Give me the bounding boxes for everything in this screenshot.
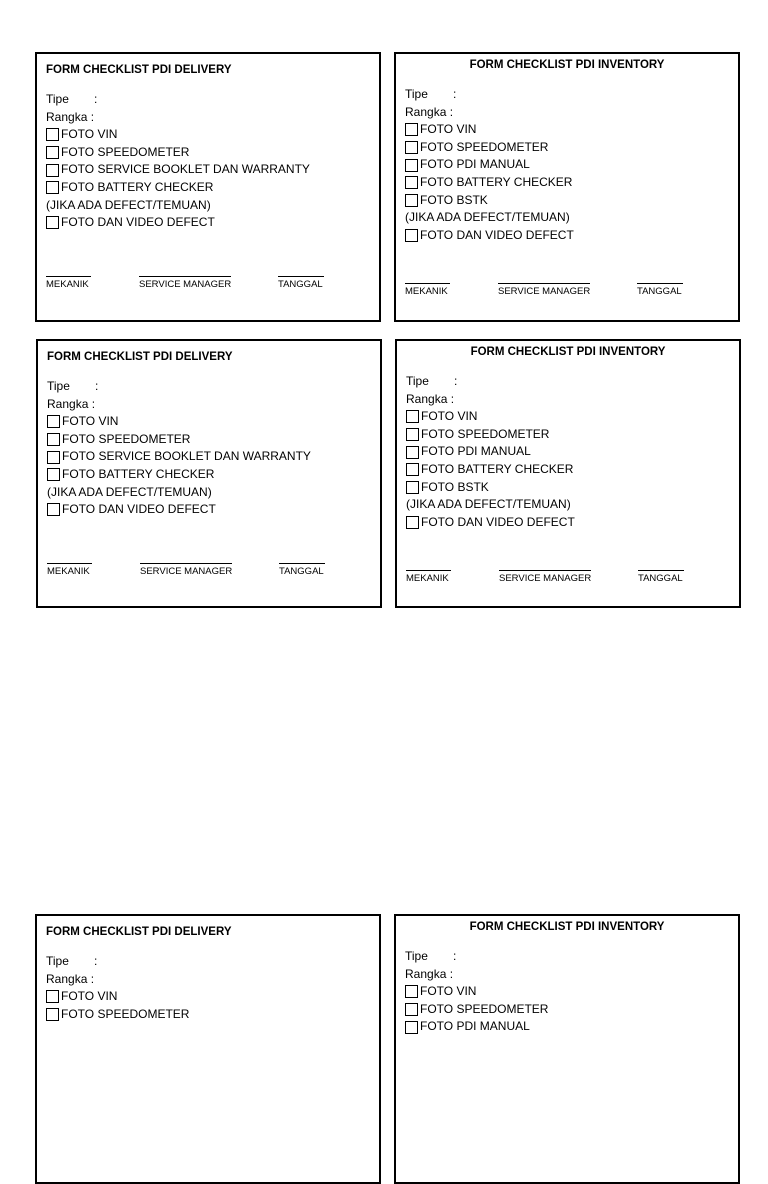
- checklist-label: FOTO DAN VIDEO DEFECT: [62, 502, 216, 517]
- checkbox[interactable]: [405, 159, 418, 172]
- tipe-colon: :: [94, 954, 98, 968]
- signature-tanggal[interactable]: [637, 283, 683, 297]
- form-fields: [46, 91, 310, 232]
- checkbox[interactable]: [46, 181, 59, 194]
- signature-line: [499, 570, 591, 571]
- checklist-item-defect[interactable]: [46, 214, 310, 232]
- checkbox[interactable]: [405, 194, 418, 207]
- checkbox[interactable]: [406, 516, 419, 529]
- checklist-item-defect[interactable]: [47, 501, 311, 519]
- signature-service-manager[interactable]: [499, 570, 591, 584]
- delivery-form-2: [36, 339, 382, 608]
- signature-caption: TANGGAL: [278, 279, 323, 290]
- checkbox[interactable]: [47, 503, 60, 516]
- tipe-row: [47, 378, 311, 396]
- signature-caption: MEKANIK: [46, 279, 89, 290]
- checklist-label: FOTO BATTERY CHECKER: [421, 461, 574, 476]
- checklist-item-battery-checker[interactable]: [46, 179, 310, 197]
- signature-row: [405, 283, 724, 309]
- defect-note: [405, 209, 574, 227]
- form-title: FORM CHECKLIST PDI INVENTORY: [469, 59, 665, 71]
- checklist-item-bstk[interactable]: [406, 479, 575, 497]
- tipe-colon: :: [94, 92, 98, 106]
- signature-row: [406, 570, 725, 596]
- inventory-form-2: [395, 339, 741, 608]
- defect-note-text: (JIKA ADA DEFECT/TEMUAN): [47, 484, 212, 499]
- signature-caption: TANGGAL: [279, 566, 324, 577]
- rangka-row: [406, 391, 575, 409]
- checklist-label: FOTO VIN: [61, 127, 118, 142]
- defect-note: [47, 484, 311, 502]
- signature-mekanik[interactable]: [47, 563, 92, 577]
- signature-service-manager[interactable]: [498, 283, 590, 297]
- signature-row: [47, 563, 366, 589]
- checklist-item-pdi-manual[interactable]: [405, 1018, 548, 1036]
- checklist-item-vin[interactable]: [405, 121, 574, 139]
- rangka-row: [46, 109, 310, 127]
- checkbox[interactable]: [406, 410, 419, 423]
- checklist-item-service-booklet[interactable]: [47, 448, 311, 466]
- rangka-label: Rangka :: [405, 104, 454, 119]
- signature-caption: MEKANIK: [405, 286, 448, 297]
- tipe-row: [46, 91, 310, 109]
- checklist-item-defect[interactable]: [406, 514, 575, 532]
- tipe-label: Tipe: [406, 374, 429, 388]
- checkbox[interactable]: [405, 123, 418, 136]
- signature-caption: TANGGAL: [638, 573, 683, 584]
- signature-line: [140, 563, 232, 564]
- signature-mekanik[interactable]: [46, 276, 91, 290]
- checkbox[interactable]: [46, 1008, 59, 1021]
- checkbox[interactable]: [405, 985, 418, 998]
- tipe-colon: :: [454, 374, 458, 388]
- defect-note-text: (JIKA ADA DEFECT/TEMUAN): [405, 210, 570, 225]
- checklist-item-speedometer[interactable]: [46, 144, 310, 162]
- checklist-item-speedometer[interactable]: [405, 1001, 548, 1019]
- checklist-item-vin[interactable]: [46, 126, 310, 144]
- checklist-item-battery-checker[interactable]: [406, 461, 575, 479]
- rangka-row: [47, 396, 311, 414]
- defect-note-text: (JIKA ADA DEFECT/TEMUAN): [46, 197, 211, 212]
- signature-line: [498, 283, 590, 284]
- checklist-item-battery-checker[interactable]: [405, 174, 574, 192]
- checklist-label: FOTO SPEEDOMETER: [62, 431, 191, 446]
- checkbox[interactable]: [46, 164, 59, 177]
- signature-caption: SERVICE MANAGER: [498, 286, 591, 297]
- checklist-label: FOTO SPEEDOMETER: [420, 139, 549, 154]
- signature-line: [637, 283, 683, 284]
- signature-line: [47, 563, 92, 564]
- signature-line: [139, 276, 231, 277]
- tipe-label: Tipe: [46, 92, 69, 106]
- checklist-label: FOTO BSTK: [421, 479, 489, 494]
- checklist-label: FOTO SPEEDOMETER: [61, 1006, 190, 1021]
- form-title: FORM CHECKLIST PDI DELIVERY: [46, 64, 232, 76]
- signature-line: [638, 570, 684, 571]
- signature-mekanik[interactable]: [406, 570, 451, 584]
- tipe-row: [405, 86, 574, 104]
- form-fields: [406, 373, 575, 531]
- rangka-label: Rangka :: [406, 391, 455, 406]
- checkbox[interactable]: [46, 216, 59, 229]
- checklist-label: FOTO PDI MANUAL: [420, 157, 530, 172]
- signature-line: [46, 276, 91, 277]
- signature-row: [46, 276, 365, 302]
- checkbox[interactable]: [405, 141, 418, 154]
- tipe-row: [406, 373, 575, 391]
- signature-caption: SERVICE MANAGER: [139, 279, 232, 290]
- rangka-label: Rangka :: [46, 971, 95, 986]
- delivery-form-1: [35, 52, 381, 322]
- checklist-label: FOTO VIN: [61, 989, 118, 1004]
- delivery-form-3: [35, 914, 381, 1184]
- signature-line: [279, 563, 325, 564]
- signature-mekanik[interactable]: [405, 283, 450, 297]
- checklist-label: FOTO SPEEDOMETER: [420, 1001, 549, 1016]
- checkbox[interactable]: [47, 451, 60, 464]
- checkbox[interactable]: [47, 415, 60, 428]
- signature-caption: TANGGAL: [637, 286, 682, 297]
- checklist-label: FOTO BATTERY CHECKER: [61, 179, 214, 194]
- checkbox[interactable]: [406, 446, 419, 459]
- checklist-label: FOTO VIN: [420, 122, 477, 137]
- tipe-label: Tipe: [46, 954, 69, 968]
- checklist-item-bstk[interactable]: [405, 192, 574, 210]
- signature-caption: MEKANIK: [47, 566, 90, 577]
- checklist-item-defect[interactable]: [405, 227, 574, 245]
- checkbox[interactable]: [405, 1021, 418, 1034]
- checkbox[interactable]: [47, 433, 60, 446]
- checklist-item-pdi-manual[interactable]: [405, 156, 574, 174]
- checkbox[interactable]: [46, 990, 59, 1003]
- checklist-item-service-booklet[interactable]: [46, 161, 310, 179]
- form-fields: [46, 953, 189, 1023]
- form-title: FORM CHECKLIST PDI INVENTORY: [470, 346, 666, 358]
- signature-tanggal[interactable]: [279, 563, 325, 577]
- checklist-label: FOTO DAN VIDEO DEFECT: [61, 215, 215, 230]
- tipe-row: [405, 948, 548, 966]
- form-fields: [47, 378, 311, 519]
- signature-caption: SERVICE MANAGER: [140, 566, 233, 577]
- form-title: FORM CHECKLIST PDI DELIVERY: [47, 351, 233, 363]
- checklist-item-battery-checker[interactable]: [47, 466, 311, 484]
- rangka-row: [405, 104, 574, 122]
- checklist-label: FOTO BATTERY CHECKER: [62, 466, 215, 481]
- form-fields: [405, 948, 548, 1036]
- tipe-label: Tipe: [405, 87, 428, 101]
- checkbox[interactable]: [47, 468, 60, 481]
- checklist-item-vin[interactable]: [405, 983, 548, 1001]
- checklist-label: FOTO DAN VIDEO DEFECT: [421, 514, 575, 529]
- checklist-label: FOTO SERVICE BOOKLET DAN WARRANTY: [61, 162, 310, 177]
- tipe-colon: :: [453, 87, 457, 101]
- checklist-item-speedometer[interactable]: [405, 139, 574, 157]
- checklist-item-speedometer[interactable]: [46, 1006, 189, 1024]
- inventory-form-1: [394, 52, 740, 322]
- checklist-item-vin[interactable]: [47, 413, 311, 431]
- checklist-label: FOTO SPEEDOMETER: [421, 426, 550, 441]
- tipe-row: [46, 953, 189, 971]
- rangka-label: Rangka :: [405, 966, 454, 981]
- checklist-label: FOTO VIN: [421, 409, 478, 424]
- checklist-item-vin[interactable]: [46, 988, 189, 1006]
- checklist-label: FOTO VIN: [62, 414, 119, 429]
- checkbox[interactable]: [46, 128, 59, 141]
- checkbox[interactable]: [406, 463, 419, 476]
- checklist-label: FOTO SPEEDOMETER: [61, 144, 190, 159]
- signature-caption: SERVICE MANAGER: [499, 573, 592, 584]
- signature-line: [406, 570, 451, 571]
- defect-note: [46, 197, 310, 215]
- tipe-label: Tipe: [405, 949, 428, 963]
- defect-note-text: (JIKA ADA DEFECT/TEMUAN): [406, 497, 571, 512]
- inventory-form-3: [394, 914, 740, 1184]
- form-fields: [405, 86, 574, 244]
- signature-line: [405, 283, 450, 284]
- checklist-item-pdi-manual[interactable]: [406, 443, 575, 461]
- checklist-item-speedometer[interactable]: [406, 426, 575, 444]
- signature-tanggal[interactable]: [638, 570, 684, 584]
- rangka-label: Rangka :: [46, 109, 95, 124]
- tipe-label: Tipe: [47, 379, 70, 393]
- checklist-label: FOTO PDI MANUAL: [421, 444, 531, 459]
- form-title: FORM CHECKLIST PDI INVENTORY: [469, 921, 665, 933]
- checklist-label: FOTO PDI MANUAL: [420, 1019, 530, 1034]
- signature-service-manager[interactable]: [140, 563, 232, 577]
- checklist-label: FOTO SERVICE BOOKLET DAN WARRANTY: [62, 449, 311, 464]
- rangka-label: Rangka :: [47, 396, 96, 411]
- signature-caption: MEKANIK: [406, 573, 449, 584]
- signature-service-manager[interactable]: [139, 276, 231, 290]
- checkbox[interactable]: [405, 229, 418, 242]
- defect-note: [406, 496, 575, 514]
- checklist-label: FOTO BATTERY CHECKER: [420, 174, 573, 189]
- checklist-label: FOTO VIN: [420, 984, 477, 999]
- checkbox[interactable]: [46, 146, 59, 159]
- rangka-row: [405, 966, 548, 984]
- checklist-item-speedometer[interactable]: [47, 431, 311, 449]
- tipe-colon: :: [453, 949, 457, 963]
- checklist-item-vin[interactable]: [406, 408, 575, 426]
- checklist-label: FOTO DAN VIDEO DEFECT: [420, 227, 574, 242]
- signature-tanggal[interactable]: [278, 276, 324, 290]
- checklist-label: FOTO BSTK: [420, 192, 488, 207]
- tipe-colon: :: [95, 379, 99, 393]
- checkbox[interactable]: [406, 428, 419, 441]
- rangka-row: [46, 971, 189, 989]
- signature-line: [278, 276, 324, 277]
- checkbox[interactable]: [405, 176, 418, 189]
- form-title: FORM CHECKLIST PDI DELIVERY: [46, 926, 232, 938]
- checkbox[interactable]: [406, 481, 419, 494]
- checkbox[interactable]: [405, 1003, 418, 1016]
